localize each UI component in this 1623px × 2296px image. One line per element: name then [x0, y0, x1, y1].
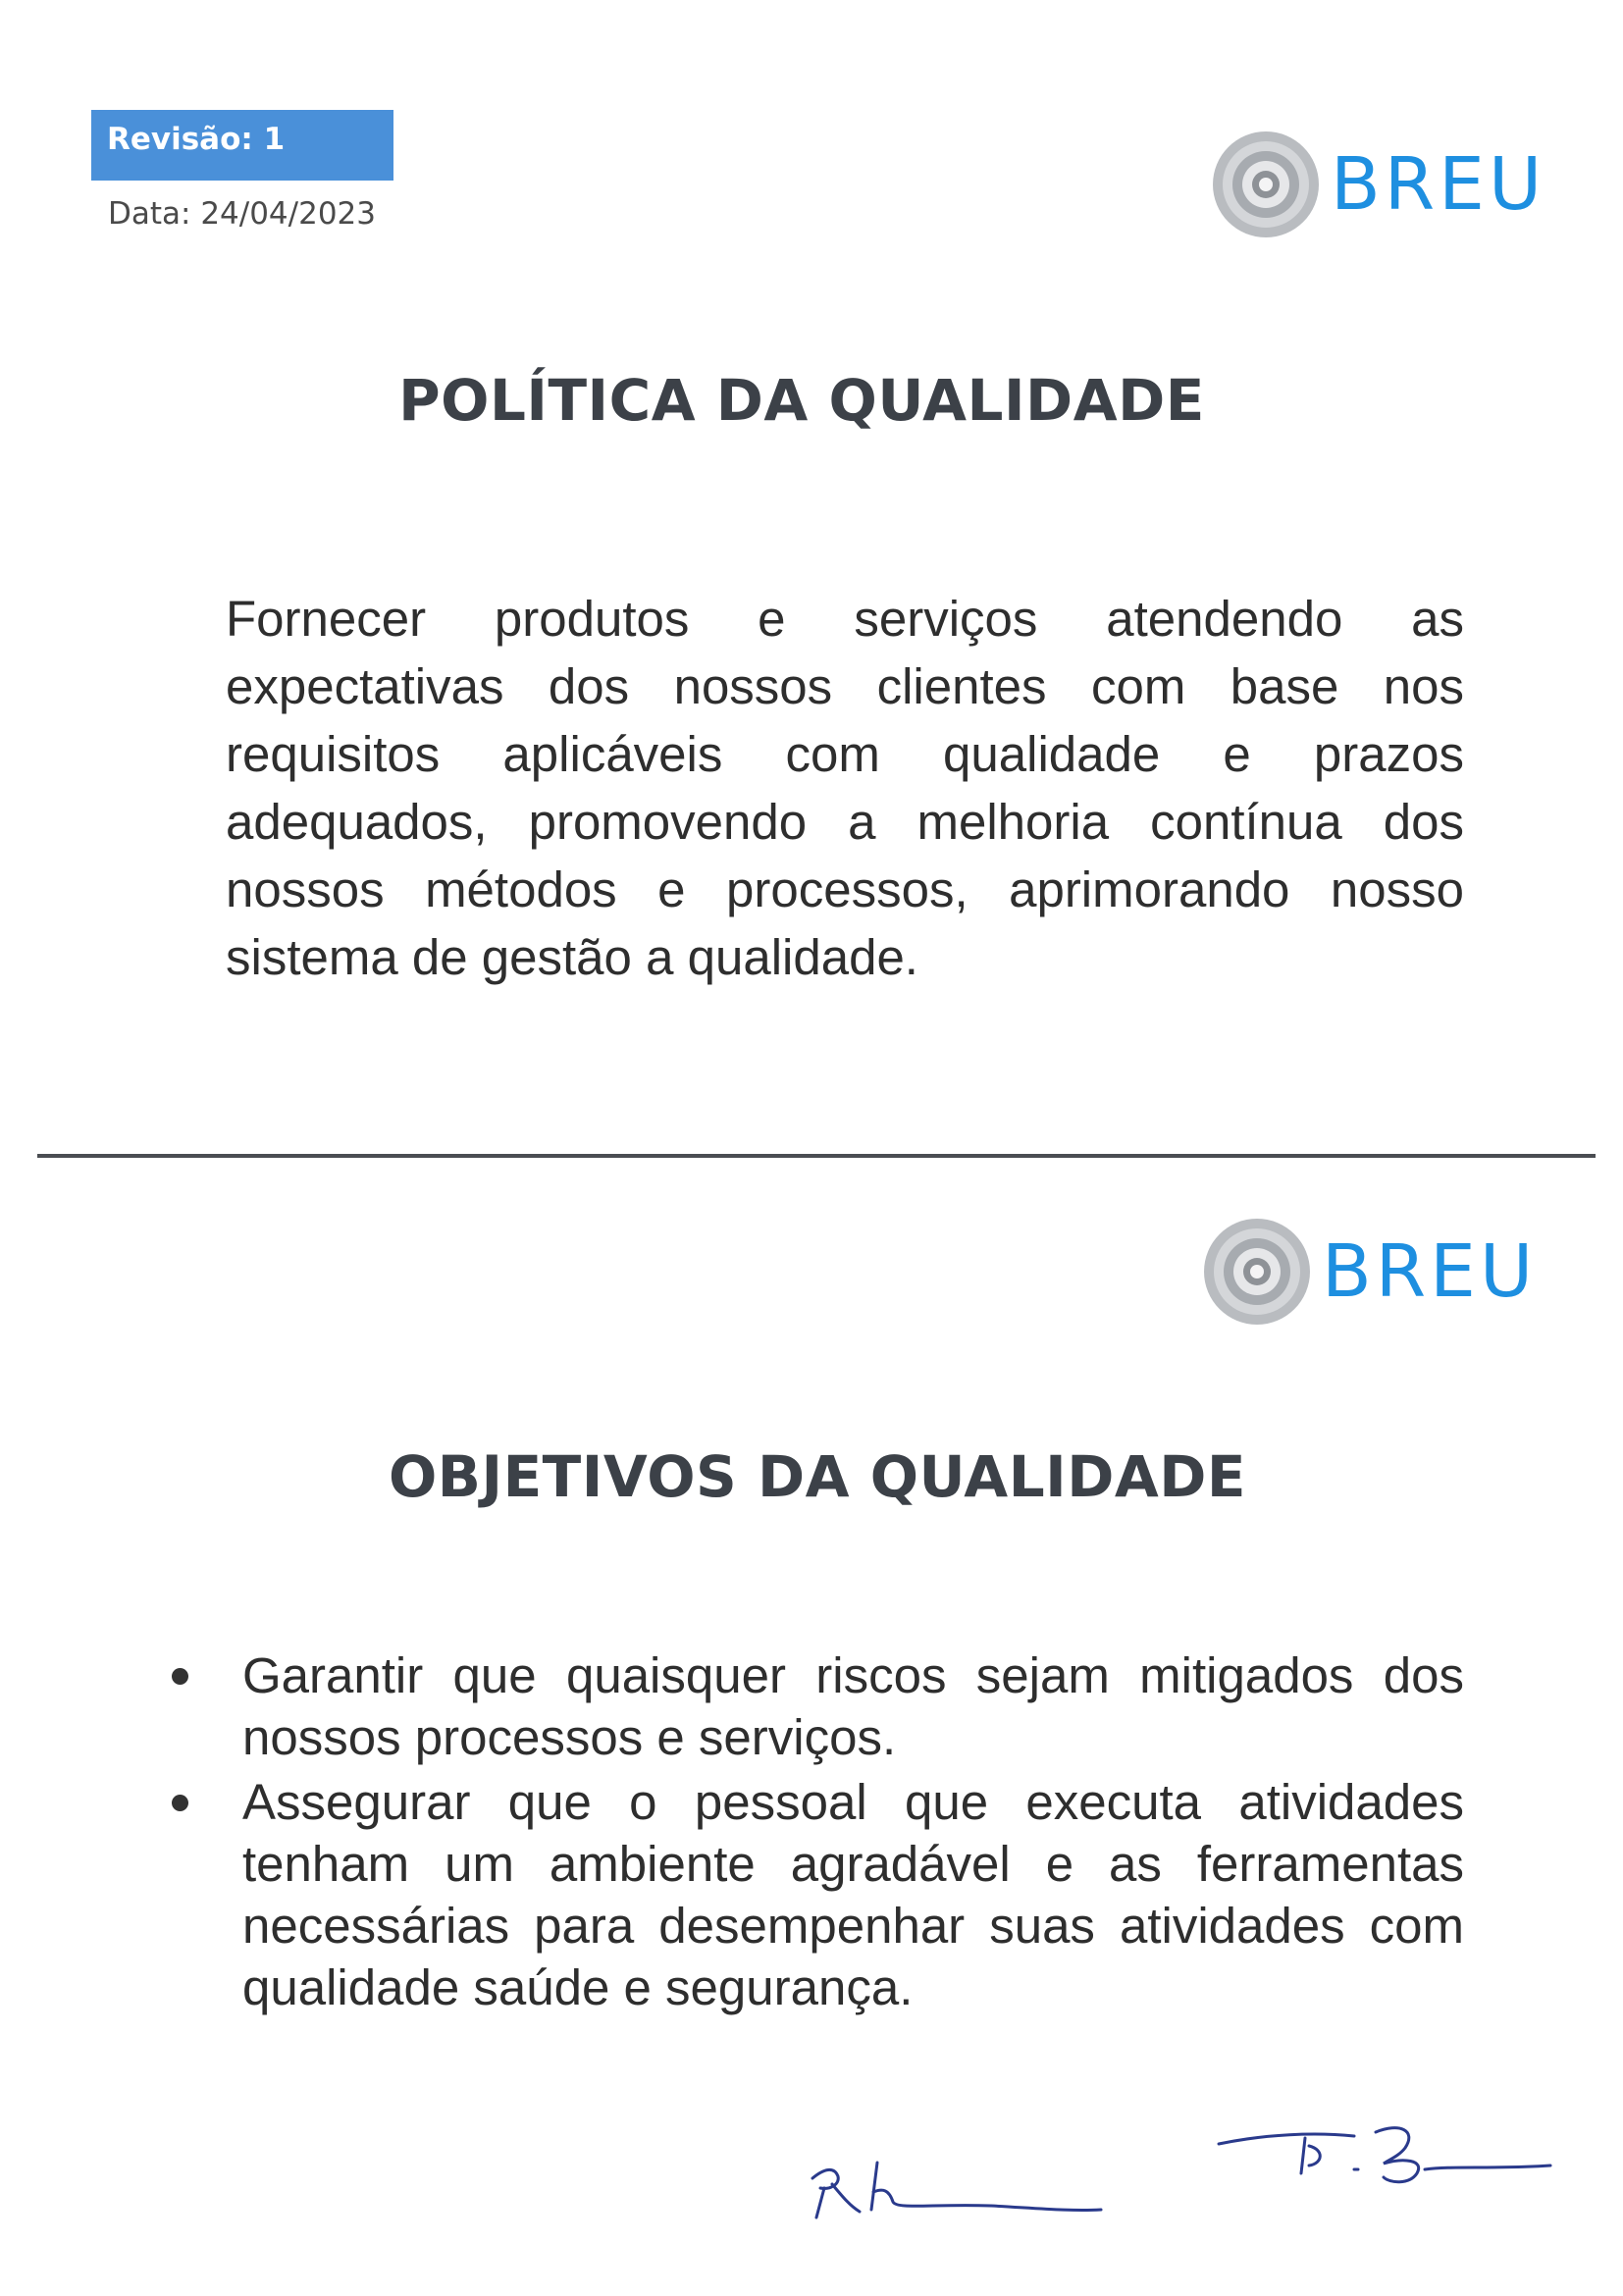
list-item [165, 1644, 1464, 1768]
objectives-title: OBJETIVOS DA QUALIDADE [388, 1442, 1247, 1510]
breu-logo-wordmark: BREU [1331, 142, 1546, 227]
revision-label: Revisão: 1 [107, 122, 286, 157]
policy-title: POLÍTICA DA QUALIDADE [398, 366, 1205, 434]
section-divider [37, 1154, 1596, 1158]
objectives-list [165, 1644, 1464, 2021]
breu-logo-mark-icon [1211, 130, 1321, 239]
objective-text: Assegurar que o pessoal que executa atividades tenham um ambiente agradável e as ferramentas necessárias para desempenhar suas atividades com qualidade saúde e segurança. [242, 1774, 1464, 2015]
breu-logo-wordmark: BREU [1322, 1229, 1538, 1314]
breu-logo-bottom [1202, 1217, 1537, 1327]
revision-badge [91, 110, 393, 181]
policy-text: Fornecer produtos e serviços atendendo as expectativas dos nossos clientes com base nos requisitos aplicáveis com qualidade e prazos adequados, promovendo a melhoria contínua dos nossos métodos e processos, aprimorando nosso sistema de gestão a qualidade. [226, 591, 1464, 985]
objective-text: Garantir que quaisquer riscos sejam mitigados dos nossos processos e serviços. [242, 1647, 1464, 1765]
breu-logo-mark-icon [1202, 1217, 1312, 1327]
signature-1 [795, 2119, 1109, 2227]
bullet-icon [172, 1795, 188, 1811]
signature-2 [1207, 2114, 1560, 2203]
list-item [165, 1771, 1464, 2018]
document-date: Data: 24/04/2023 [108, 196, 376, 232]
bullet-icon [172, 1668, 188, 1685]
breu-logo-top [1211, 130, 1545, 239]
